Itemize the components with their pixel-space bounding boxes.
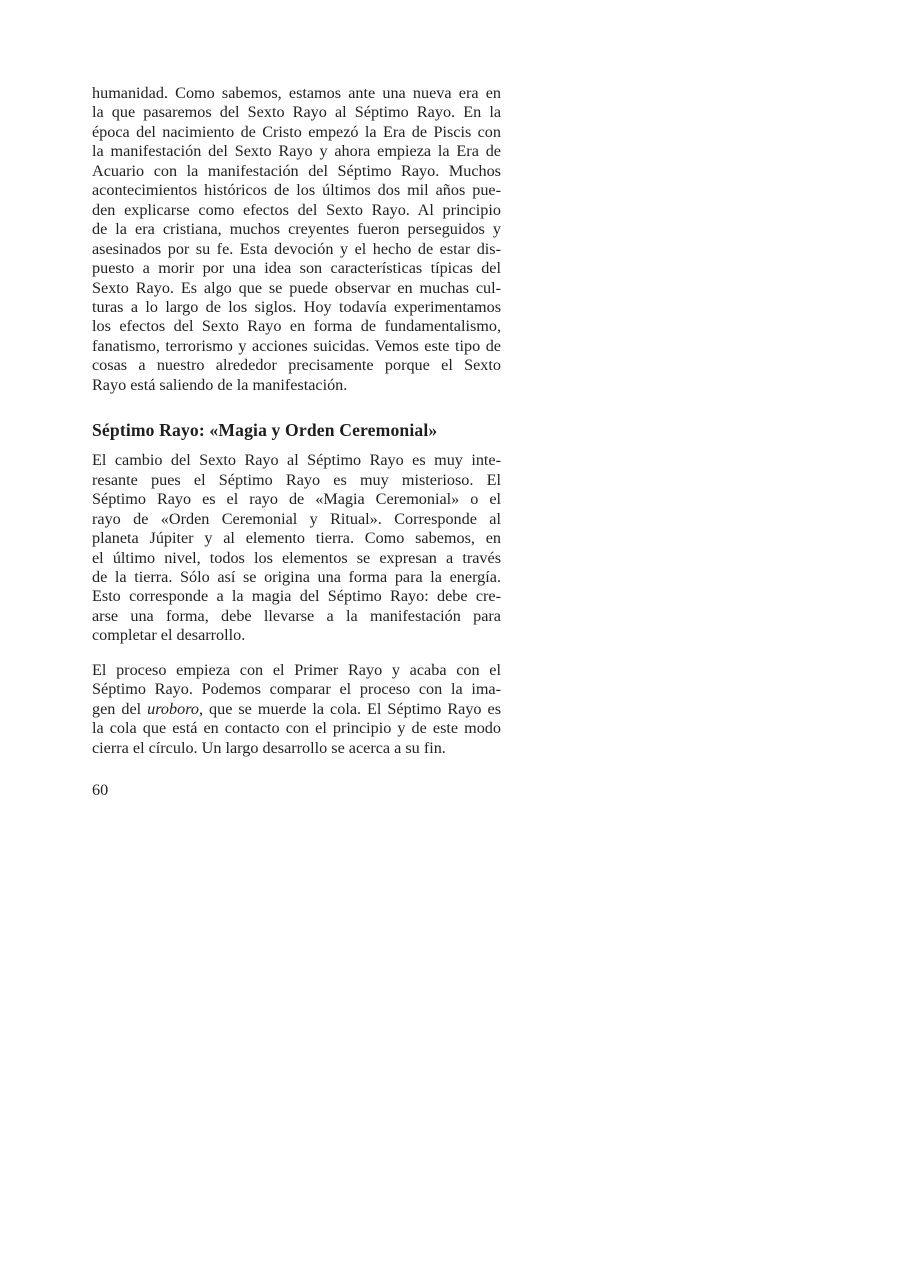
text-line: Séptimo Rayo es el rayo de «Magia Ceremonial» o el: [92, 490, 501, 509]
text-line: el último nivel, todos los elementos se expresan a través: [92, 548, 501, 567]
text-line: la que pasaremos del Sexto Rayo al Séptimo Rayo. En la: [92, 103, 501, 122]
text-line: cosas a nuestro alrededor precisamente porque el Sexto: [92, 356, 501, 375]
text-line: puesto a morir por una idea son características típicas del: [92, 259, 501, 278]
text-line: de la era cristiana, muchos creyentes fueron perseguidos y: [92, 220, 501, 239]
text-line: Esto corresponde a la magia del Séptimo Rayo: debe cre-: [92, 587, 501, 606]
text-line: den explicarse como efectos del Sexto Rayo. Al principio: [92, 200, 501, 219]
text-line: fanatismo, terrorismo y acciones suicidas. Vemos este tipo de: [92, 336, 501, 355]
text-line: acontecimientos históricos de los últimos dos mil años pue-: [92, 181, 501, 200]
text-line: arse una forma, debe llevarse a la manifestación para: [92, 606, 501, 625]
section-heading: Séptimo Rayo: «Magia y Orden Ceremonial»: [92, 420, 438, 441]
page-content: [92, 84, 501, 800]
text-fragment: gen del: [92, 699, 148, 718]
paragraph-uroboro: [92, 661, 501, 758]
paragraph-sixth-ray: [92, 84, 501, 395]
text-line: turas a lo largo de los siglos. Hoy todavía experimentamos: [92, 297, 501, 316]
text-line: Acuario con la manifestación del Séptimo Rayo. Muchos: [92, 161, 501, 180]
text-line: la cola que está en contacto con el principio y de este modo: [92, 719, 501, 738]
text-line: cierra el círculo. Un largo desarrollo se acerca a su fin.: [92, 738, 446, 757]
text-line: rayo de «Orden Ceremonial y Ritual». Corresponde al: [92, 509, 501, 528]
text-line: humanidad. Como sabemos, estamos ante una nueva era en: [92, 84, 501, 102]
text-line: [92, 700, 501, 719]
paragraph-spacer: [92, 646, 501, 661]
paragraph-seventh-ray-intro: [92, 451, 501, 646]
text-line: de la tierra. Sólo así se origina una forma para la energía.: [92, 567, 501, 586]
text-line: El proceso empieza con el Primer Rayo y acaba con el: [92, 660, 501, 679]
text-line: los efectos del Sexto Rayo en forma de fundamentalismo,: [92, 317, 501, 336]
text-line: resante pues el Séptimo Rayo es muy misterioso. El: [92, 470, 501, 489]
text-line: El cambio del Sexto Rayo al Séptimo Rayo es muy inte-: [92, 451, 501, 470]
text-line: planeta Júpiter y al elemento tierra. Como sabemos, en: [92, 529, 501, 548]
text-line: asesinados por su fe. Esta devoción y el hecho de estar dis-: [92, 239, 501, 258]
text-line: completar el desarrollo.: [92, 626, 246, 645]
text-line: época del nacimiento de Cristo empezó la Era de Piscis con: [92, 122, 501, 141]
text-line: Rayo está saliendo de la manifestación.: [92, 375, 348, 394]
italic-term-uroboro: uroboro: [147, 699, 199, 718]
text-fragment: , que se muerde la cola. El Séptimo Rayo es: [199, 699, 501, 718]
text-line: la manifestación del Sexto Rayo y ahora empieza la Era de: [92, 142, 501, 161]
text-line: Séptimo Rayo. Podemos comparar el proceso con la ima-: [92, 680, 501, 699]
page-number: 60: [92, 781, 109, 800]
text-line: Sexto Rayo. Es algo que se puede observar en muchas cul-: [92, 278, 501, 297]
